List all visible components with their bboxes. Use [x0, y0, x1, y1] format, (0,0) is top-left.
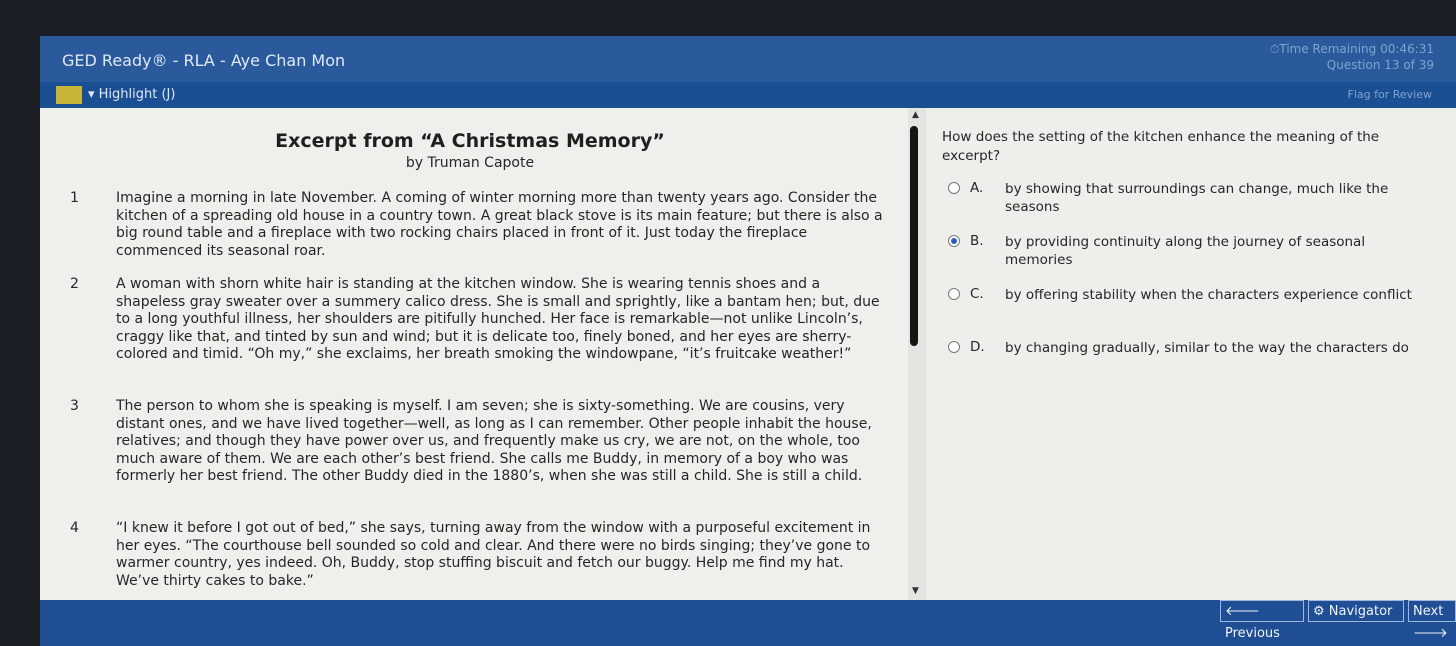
next-button[interactable]: Next 🡒 [1408, 600, 1456, 622]
paragraph-number: 1 [70, 190, 79, 206]
time-remaining[interactable]: ⏱Time Remaining 00:46:31 [1270, 42, 1434, 56]
toolbar [40, 82, 1456, 108]
flag-for-review-button[interactable]: Flag for Review [1347, 88, 1432, 101]
scroll-down-arrow-icon[interactable]: ▼ [912, 586, 919, 596]
passage-pane [40, 108, 908, 600]
radio-button[interactable] [948, 288, 960, 300]
paragraph-text: A woman with shorn white hair is standing at the kitchen window. She is wearing tennis shoes and a shapeless gray sweater over a summery calico dress. She is small and sprightly, like a bantam hen; but, due to a long youthful illness, her shoulders are pitifully hunched. Her face is remarkable—not unlike Lincoln’s, craggy like that, and tinted by sun and wind; but it is delicate too, finely boned, and her eyes are sherry-colored and timid. “Oh my,” she exclaims, her breath smoking the windowpane, “it’s fruitcake weather!” [116, 276, 880, 363]
option-text[interactable]: by changing gradually, similar to the way the characters do [1005, 340, 1409, 356]
radio-button-selected[interactable] [948, 235, 960, 247]
option-letter: A. [970, 180, 984, 196]
highlight-color-swatch[interactable] [56, 86, 82, 104]
paragraph-text: The person to whom she is speaking is myself. I am seven; she is sixty-something. We are cousins, very distant ones, and we have lived together—well, as long as I can remember. Other people inhabit the house, relatives; and though they have power over us, and frequently make us cry, we are not, on the whole, too much aware of them. We are each other’s best friend. She calls me Buddy, in memory of a boy who was formerly her best friend. The other Buddy died in the 1880’s, when she was still a child. She is still a child. [116, 398, 872, 485]
passage-title: Excerpt from “A Christmas Memory” [275, 130, 665, 152]
paragraph-text: Imagine a morning in late November. A coming of winter morning more than twenty years ago. Consider the kitchen of a spreading old house in a country town. A great black stove is its main feature; but there is also a big round table and a fireplace with two rocking chairs placed in front of it. Just today the fireplace commenced its seasonal roar. [116, 190, 883, 259]
app-title: GED Ready® - RLA - Aye Chan Mon [62, 51, 346, 70]
option-text[interactable]: by offering stability when the characters experience conflict [1005, 287, 1412, 303]
paragraph-number: 2 [70, 276, 79, 292]
app-screen [40, 36, 1456, 646]
passage-scrollbar[interactable] [908, 108, 926, 600]
option-letter: D. [970, 339, 985, 355]
scroll-up-arrow-icon[interactable]: ▲ [912, 110, 919, 120]
option-text[interactable]: by providing continuity along the journey of seasonal memories [1005, 234, 1366, 268]
title-bar [40, 36, 1456, 82]
paragraph-number: 3 [70, 398, 79, 414]
question-counter: Question 13 of 39 [1326, 58, 1434, 72]
radio-button[interactable] [948, 182, 960, 194]
question-pane [926, 108, 1456, 600]
footer-bar [40, 600, 1456, 646]
option-text[interactable]: by showing that surroundings can change, much like the seasons [1005, 181, 1389, 215]
navigator-button[interactable]: ⚙ Navigator [1308, 600, 1404, 622]
radio-button[interactable] [948, 341, 960, 353]
option-letter: C. [970, 286, 984, 302]
scrollbar-thumb[interactable] [910, 126, 918, 346]
passage-author: by Truman Capote [405, 155, 535, 171]
paragraph-text: “I knew it before I got out of bed,” she says, turning away from the window with a purposeful excitement in her eyes. “The courthouse bell sounded so cold and clear. And there were no birds singing; they’ve gone to warmer country, yes indeed. Oh, Buddy, stop stuffing biscuit and fetch our buggy. Help me find my hat. We’ve thirty cakes to bake.” [116, 520, 871, 589]
question-stem: How does the setting of the kitchen enhance the meaning of the excerpt? [942, 129, 1380, 164]
option-letter: B. [970, 233, 984, 249]
previous-button[interactable]: 🡐 Previous [1220, 600, 1304, 622]
highlight-menu[interactable]: ▾ Highlight (J) [88, 87, 176, 102]
paragraph-number: 4 [70, 520, 79, 536]
